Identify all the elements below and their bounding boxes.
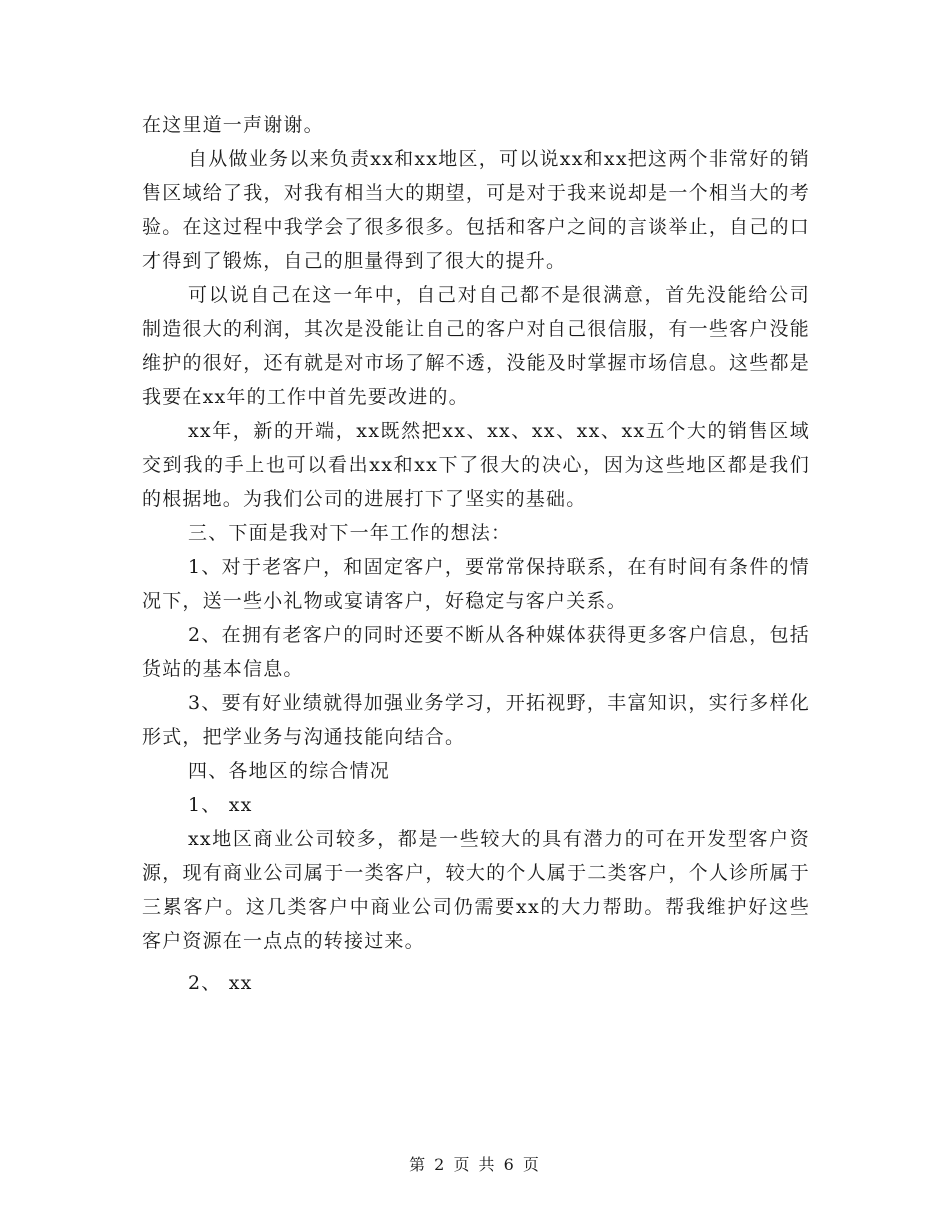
paragraph-4: xx年，新的开端，xx既然把xx、xx、xx、xx、xx五个大的销售区域交到我的手上也可以看出xx和xx下了很大的决心，因为这些地区都是我们的根据地。为我们公司的进展打下了坚实的基础。 [142, 420, 810, 510]
paragraph-region-1: xx地区商业公司较多，都是一些较大的具有潜力的可在开发型客户资源，现有商业公司属于一类客户，较大的个人属于二类客户，个人诊所属于三累客户。这几类客户中商业公司仍需要xx的大力帮助。帮我维护好这些客户资源在一点点的转接过来。 [142, 828, 810, 952]
paragraph-2: 自从做业务以来负责xx和xx地区，可以说xx和xx把这两个非常好的销售区域给了我，对我有相当大的期望，可是对于我来说却是一个相当大的考验。在这过程中我学会了很多很多。包括和客户之间的言谈举止，自己的口才得到了锻炼，自己的胆量得到了很大的提升。 [142, 148, 810, 272]
page-number-footer: 第 2 页 共 6 页 [409, 1155, 541, 1174]
region-heading-1: 1、 xx [188, 794, 253, 816]
paragraph-1: 在这里道一声谢谢。 [142, 114, 324, 136]
document-body [142, 108, 810, 1000]
list-item-2: 2、在拥有老客户的同时还要不断从各种媒体获得更多客户信息，包括货站的基本信息。 [142, 624, 810, 680]
paragraph-3: 可以说自己在这一年中，自己对自己都不是很满意，首先没能给公司制造很大的利润，其次是没能让自己的客户对自己很信服，有一些客户没能维护的很好，还有就是对市场了解不透，没能及时掌握市场信息。这些都是我要在xx年的工作中首先要改进的。 [142, 284, 810, 408]
list-item-3: 3、要有好业绩就得加强业务学习，开拓视野，丰富知识，实行多样化形式，把学业务与沟通技能向结合。 [142, 692, 810, 748]
section-heading-3: 三、下面是我对下一年工作的想法： [188, 522, 512, 544]
section-heading-4: 四、各地区的综合情况 [188, 760, 391, 782]
region-heading-2: 2、 xx [188, 972, 253, 994]
list-item-1: 1、对于老客户，和固定客户，要常常保持联系，在有时间有条件的情况下，送一些小礼物或宴请客户，好稳定与客户关系。 [142, 556, 810, 612]
